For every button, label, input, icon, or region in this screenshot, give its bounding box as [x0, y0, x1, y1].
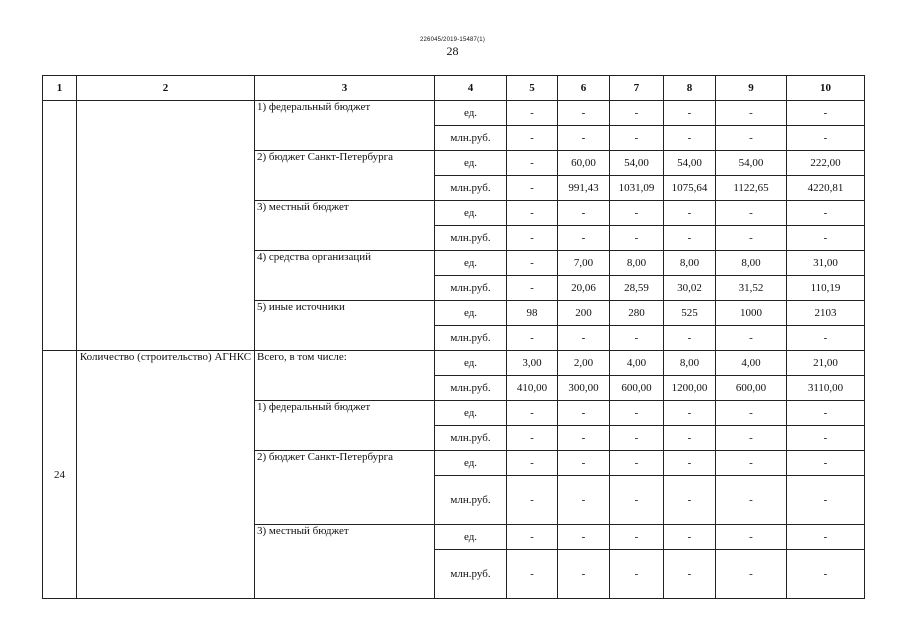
- document-id: 226045/2019-15487(1): [419, 37, 486, 43]
- value-cell: -: [716, 525, 787, 550]
- value-cell: -: [787, 476, 865, 525]
- value-cell: -: [664, 550, 716, 599]
- value-cell: -: [558, 525, 610, 550]
- value-cell: -: [558, 201, 610, 226]
- value-cell: -: [787, 401, 865, 426]
- value-cell: -: [507, 476, 558, 525]
- value-cell: -: [716, 226, 787, 251]
- value-cell: -: [664, 326, 716, 351]
- value-cell: 4,00: [610, 351, 664, 376]
- value-cell: -: [507, 151, 558, 176]
- value-cell: 8,00: [664, 351, 716, 376]
- value-cell: -: [610, 476, 664, 525]
- value-cell: 7,00: [558, 251, 610, 276]
- unit-cell: ед.: [435, 525, 507, 550]
- value-cell: 300,00: [558, 376, 610, 401]
- row-number-cell: [43, 101, 77, 351]
- value-cell: -: [716, 426, 787, 451]
- table-row: [43, 101, 865, 126]
- value-cell: 280: [610, 301, 664, 326]
- value-cell: -: [664, 401, 716, 426]
- value-cell: -: [787, 326, 865, 351]
- value-cell: -: [507, 251, 558, 276]
- unit-cell: ед.: [435, 201, 507, 226]
- value-cell: 98: [507, 301, 558, 326]
- value-cell: 525: [664, 301, 716, 326]
- value-cell: -: [610, 401, 664, 426]
- unit-cell: млн.руб.: [435, 226, 507, 251]
- value-cell: -: [787, 226, 865, 251]
- value-cell: -: [507, 451, 558, 476]
- value-cell: -: [558, 550, 610, 599]
- column-header: 6: [558, 76, 610, 101]
- value-cell: 1122,65: [716, 176, 787, 201]
- value-cell: 60,00: [558, 151, 610, 176]
- value-cell: -: [558, 126, 610, 151]
- value-cell: 991,43: [558, 176, 610, 201]
- value-cell: 31,52: [716, 276, 787, 301]
- value-cell: 110,19: [787, 276, 865, 301]
- value-cell: -: [716, 101, 787, 126]
- value-cell: 4,00: [716, 351, 787, 376]
- value-cell: 1075,64: [664, 176, 716, 201]
- value-cell: 3110,00: [787, 376, 865, 401]
- value-cell: -: [610, 201, 664, 226]
- value-cell: 8,00: [610, 251, 664, 276]
- value-cell: 54,00: [664, 151, 716, 176]
- row-number-cell: 24: [43, 351, 77, 599]
- unit-cell: млн.руб.: [435, 550, 507, 599]
- funding-source-cell: 2) бюджет Санкт-Петербурга: [255, 451, 435, 525]
- unit-cell: ед.: [435, 401, 507, 426]
- value-cell: -: [610, 101, 664, 126]
- value-cell: -: [610, 426, 664, 451]
- column-header: 5: [507, 76, 558, 101]
- value-cell: 8,00: [664, 251, 716, 276]
- value-cell: -: [507, 126, 558, 151]
- unit-cell: ед.: [435, 251, 507, 276]
- value-cell: -: [787, 451, 865, 476]
- value-cell: 20,06: [558, 276, 610, 301]
- value-cell: 3,00: [507, 351, 558, 376]
- column-header: 1: [43, 76, 77, 101]
- value-cell: -: [507, 176, 558, 201]
- value-cell: 4220,81: [787, 176, 865, 201]
- value-cell: -: [507, 276, 558, 301]
- unit-cell: ед.: [435, 301, 507, 326]
- funding-source-cell: 1) федеральный бюджет: [255, 401, 435, 451]
- value-cell: -: [507, 226, 558, 251]
- value-cell: -: [558, 226, 610, 251]
- value-cell: -: [610, 126, 664, 151]
- value-cell: 2103: [787, 301, 865, 326]
- indicator-name-cell: Количество (строительство) АГНКС: [77, 351, 255, 599]
- value-cell: -: [664, 101, 716, 126]
- value-cell: -: [558, 476, 610, 525]
- value-cell: 1000: [716, 301, 787, 326]
- funding-source-cell: 3) местный бюджет: [255, 201, 435, 251]
- value-cell: 31,00: [787, 251, 865, 276]
- value-cell: 410,00: [507, 376, 558, 401]
- value-cell: -: [610, 550, 664, 599]
- funding-source-cell: 5) иные источники: [255, 301, 435, 351]
- column-header: 8: [664, 76, 716, 101]
- budget-table: [42, 75, 865, 599]
- value-cell: -: [716, 550, 787, 599]
- value-cell: -: [716, 401, 787, 426]
- value-cell: -: [610, 525, 664, 550]
- value-cell: -: [610, 326, 664, 351]
- funding-source-cell: Всего, в том числе:: [255, 351, 435, 401]
- value-cell: -: [716, 326, 787, 351]
- value-cell: -: [716, 476, 787, 525]
- value-cell: -: [558, 401, 610, 426]
- value-cell: 54,00: [610, 151, 664, 176]
- value-cell: -: [507, 426, 558, 451]
- value-cell: 200: [558, 301, 610, 326]
- value-cell: -: [664, 201, 716, 226]
- unit-cell: млн.руб.: [435, 376, 507, 401]
- value-cell: -: [787, 201, 865, 226]
- value-cell: 600,00: [716, 376, 787, 401]
- value-cell: -: [558, 451, 610, 476]
- value-cell: 21,00: [787, 351, 865, 376]
- value-cell: -: [610, 451, 664, 476]
- value-cell: -: [664, 126, 716, 151]
- table-row: [43, 351, 865, 376]
- unit-cell: млн.руб.: [435, 326, 507, 351]
- value-cell: 222,00: [787, 151, 865, 176]
- value-cell: 600,00: [610, 376, 664, 401]
- value-cell: -: [716, 126, 787, 151]
- value-cell: -: [507, 401, 558, 426]
- funding-source-cell: 4) средства организаций: [255, 251, 435, 301]
- unit-cell: млн.руб.: [435, 476, 507, 525]
- funding-source-cell: 1) федеральный бюджет: [255, 101, 435, 151]
- value-cell: -: [787, 525, 865, 550]
- value-cell: 8,00: [716, 251, 787, 276]
- column-header: 7: [610, 76, 664, 101]
- value-cell: -: [664, 525, 716, 550]
- value-cell: -: [507, 525, 558, 550]
- unit-cell: млн.руб.: [435, 176, 507, 201]
- column-header: 10: [787, 76, 865, 101]
- value-cell: -: [716, 451, 787, 476]
- value-cell: -: [507, 101, 558, 126]
- value-cell: -: [664, 426, 716, 451]
- unit-cell: ед.: [435, 151, 507, 176]
- funding-source-cell: 2) бюджет Санкт-Петербурга: [255, 151, 435, 201]
- value-cell: -: [664, 476, 716, 525]
- value-cell: 1031,09: [610, 176, 664, 201]
- value-cell: -: [507, 201, 558, 226]
- column-header: 9: [716, 76, 787, 101]
- value-cell: 30,02: [664, 276, 716, 301]
- page-number: 28: [446, 44, 459, 58]
- unit-cell: ед.: [435, 351, 507, 376]
- value-cell: 1200,00: [664, 376, 716, 401]
- value-cell: -: [507, 326, 558, 351]
- value-cell: -: [664, 451, 716, 476]
- header-row: [43, 76, 865, 101]
- value-cell: -: [558, 426, 610, 451]
- value-cell: 2,00: [558, 351, 610, 376]
- value-cell: -: [787, 101, 865, 126]
- indicator-name-cell: [77, 101, 255, 351]
- value-cell: -: [787, 550, 865, 599]
- unit-cell: млн.руб.: [435, 126, 507, 151]
- unit-cell: млн.руб.: [435, 426, 507, 451]
- column-header: 3: [255, 76, 435, 101]
- funding-source-cell: 3) местный бюджет: [255, 525, 435, 599]
- value-cell: -: [787, 426, 865, 451]
- value-cell: 28,59: [610, 276, 664, 301]
- value-cell: -: [664, 226, 716, 251]
- column-header: 2: [77, 76, 255, 101]
- value-cell: -: [610, 226, 664, 251]
- value-cell: -: [558, 326, 610, 351]
- value-cell: -: [507, 550, 558, 599]
- value-cell: -: [787, 126, 865, 151]
- unit-cell: ед.: [435, 101, 507, 126]
- column-header: 4: [435, 76, 507, 101]
- value-cell: 54,00: [716, 151, 787, 176]
- unit-cell: ед.: [435, 451, 507, 476]
- value-cell: -: [716, 201, 787, 226]
- unit-cell: млн.руб.: [435, 276, 507, 301]
- value-cell: -: [558, 101, 610, 126]
